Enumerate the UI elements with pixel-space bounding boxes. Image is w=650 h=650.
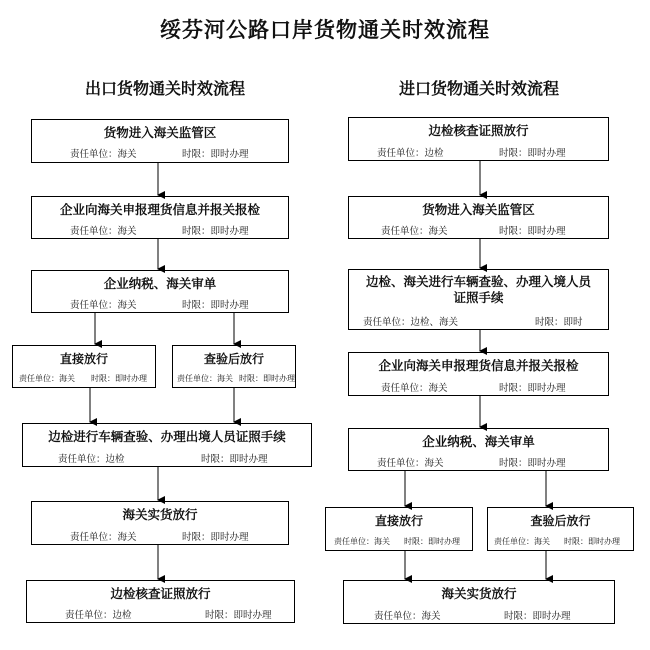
time-limit: 时限：即时 — [535, 317, 583, 328]
responsible-unit: 责任单位：边检 — [58, 454, 125, 465]
time-limit: 时限：即时办理 — [182, 149, 249, 160]
step-label: 边检、海关进行车辆查验、办理入境人员证照手续 — [365, 274, 591, 305]
responsible-unit: 责任单位：海关 — [70, 226, 137, 237]
responsible-unit: 责任单位：海关 — [70, 300, 137, 311]
step-label: 边检进行车辆查验、办理出境人员证照手续 — [48, 429, 286, 444]
step-label: 边检核查证照放行 — [110, 586, 211, 601]
responsible-unit: 责任单位：海关 — [377, 458, 444, 469]
responsible-unit: 责任单位：海关 — [19, 374, 75, 383]
step-label: 企业纳税、海关审单 — [103, 276, 217, 291]
step-label: 海关实货放行 — [122, 507, 198, 522]
time-limit: 时限：即时办理 — [182, 226, 249, 237]
step-label: 货物进入海关监管区 — [422, 202, 535, 217]
step-label: 货物进入海关监管区 — [103, 125, 217, 140]
responsible-unit: 责任单位：边检、海关 — [363, 317, 459, 328]
time-limit: 时限：即时办理 — [499, 458, 566, 469]
responsible-unit: 责任单位：海关 — [494, 537, 550, 546]
time-limit: 时限：即时办理 — [499, 148, 566, 159]
export-subtitle: 出口货物通关时效流程 — [84, 79, 245, 98]
step-label: 企业纳税、海关审单 — [422, 434, 535, 449]
diagram-title: 绥芬河公路口岸货物通关时效流程 — [160, 17, 490, 42]
responsible-unit: 责任单位：海关 — [177, 374, 233, 383]
time-limit: 时限：即时办理 — [404, 537, 460, 546]
import-subtitle: 进口货物通关时效流程 — [398, 79, 559, 98]
step-label: 企业向海关申报理货信息并报关报检 — [378, 358, 579, 373]
time-limit: 时限：即时办理 — [182, 300, 249, 311]
responsible-unit: 责任单位：海关 — [70, 532, 137, 543]
step-label: 边检核查证照放行 — [428, 123, 529, 138]
time-limit: 时限：即时办理 — [504, 611, 571, 622]
responsible-unit: 责任单位：海关 — [70, 149, 137, 160]
responsible-unit: 责任单位：海关 — [381, 383, 448, 394]
time-limit: 时限：即时办理 — [499, 226, 566, 237]
time-limit: 时限：即时办理 — [239, 374, 295, 383]
step-label: 查验后放行 — [530, 514, 591, 528]
step-label: 直接放行 — [374, 514, 423, 528]
time-limit: 时限：即时办理 — [205, 610, 272, 621]
step-label: 直接放行 — [59, 352, 108, 366]
responsible-unit: 责任单位：海关 — [374, 611, 441, 622]
time-limit: 时限：即时办理 — [564, 537, 620, 546]
time-limit: 时限：即时办理 — [91, 374, 147, 383]
step-label: 海关实货放行 — [441, 586, 517, 601]
responsible-unit: 责任单位：海关 — [334, 537, 390, 546]
responsible-unit: 责任单位：边检 — [377, 148, 444, 159]
step-label: 查验后放行 — [203, 352, 264, 366]
time-limit: 时限：即时办理 — [182, 532, 249, 543]
time-limit: 时限：即时办理 — [201, 454, 268, 465]
responsible-unit: 责任单位：边检 — [65, 610, 132, 621]
step-label: 企业向海关申报理货信息并报关报检 — [59, 202, 260, 217]
responsible-unit: 责任单位：海关 — [381, 226, 448, 237]
time-limit: 时限：即时办理 — [499, 383, 566, 394]
